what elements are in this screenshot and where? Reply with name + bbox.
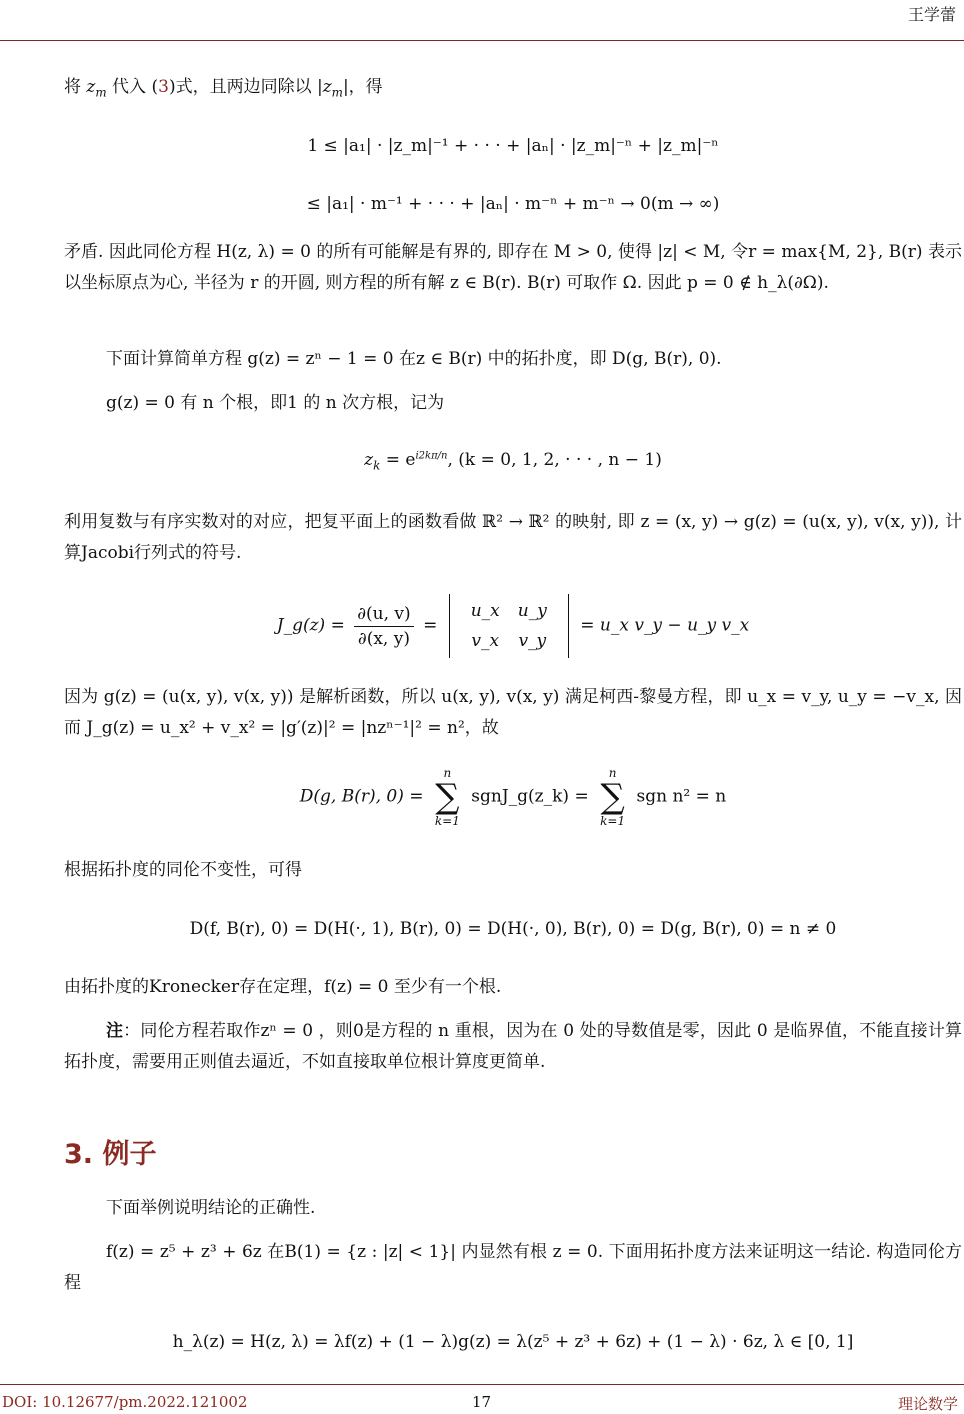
paragraph-cauchy-riemann: 因为 g(z) = (u(x, y), v(x, y)) 是解析函数，所以 u(x, y), v(x, y) 满足柯西-黎曼方程，即 u_x = v_y, u_y = −v_x, 因而 J_g(z) = u_x² + v_x² = |g′(z)|² = |nzⁿ⁻¹|² = n²，故 bbox=[64, 687, 962, 738]
matrix-cell: v_y bbox=[518, 631, 547, 651]
note-text: ：同伦方程若取作zⁿ = 0 ，则0是方程的 n 重根，因为在 0 处的导数值是零，因此 0 是临界值，不能直接计算拓扑度，需要用正则值去逼近，不如直接取单位根计算度更简单. bbox=[64, 1021, 962, 1072]
footer-page-number: 17 bbox=[472, 1393, 492, 1411]
paragraph-substitute bbox=[64, 72, 962, 103]
paragraph-contradiction: 矛盾. 因此同伦方程 H(z, λ) = 0 的所有可能解是有界的, 即存在 M > 0, 使得 |z| < M, 令r = max{M, 2}, B(r) 表示以坐标原点为心, 半径为 r 的开圆, 则方程的所有解 z ∈ B(r). B(r) 可取作 Ω. 因此 p = 0 ∉ h_λ(∂Ω). bbox=[64, 242, 962, 293]
paragraph-homotopy-invariance: 根据拓扑度的同伦不变性，可得 bbox=[64, 860, 302, 880]
math-run: , (k = 0, 1, 2, · · · , n − 1) bbox=[447, 450, 662, 470]
math-sub: m bbox=[95, 85, 107, 100]
math-run: sgn n² = n bbox=[636, 786, 727, 807]
math-sub: m bbox=[331, 85, 343, 100]
text-run: 将 bbox=[64, 77, 87, 97]
sum-upper: n bbox=[608, 766, 617, 780]
equation-degree-sum bbox=[64, 766, 962, 828]
header-author: 王学蕾 bbox=[907, 5, 956, 24]
equation-inequality-1: 1 ≤ |a₁| · |z_m|⁻¹ + · · · + |aₙ| · |z_m|⁻ⁿ + |z_m|⁻ⁿ bbox=[307, 136, 719, 156]
text-run: 代入 ( bbox=[106, 77, 159, 97]
equation-ref-link[interactable]: 3 bbox=[158, 77, 169, 97]
equation-inequality-2: ≤ |a₁| · m⁻¹ + · · · + |aₙ| · m⁻ⁿ + m⁻ⁿ → 0(m → ∞) bbox=[306, 194, 720, 214]
summation-symbol: n ∑ k=1 bbox=[600, 766, 626, 828]
math-run: = bbox=[423, 615, 438, 636]
summation-symbol: n ∑ k=1 bbox=[434, 766, 460, 828]
matrix-cell: u_y bbox=[517, 601, 547, 621]
equation-roots-of-unity bbox=[64, 446, 962, 474]
math-exponent: i2kπ/n bbox=[415, 450, 448, 462]
fraction-numerator: ∂(u, v) bbox=[354, 602, 413, 627]
paragraph-kronecker: 由拓扑度的Kronecker存在定理，f(z) = 0 至少有一个根. bbox=[64, 977, 502, 997]
footer-journal-name: 理论数学 bbox=[897, 1395, 958, 1413]
paragraph-roots: g(z) = 0 有 n 个根，即1 的 n 次方根，记为 bbox=[106, 393, 445, 413]
math-sub: k bbox=[373, 458, 381, 473]
text-run: )式，且两边同除以 | bbox=[168, 77, 323, 97]
paragraph-note bbox=[64, 1016, 962, 1078]
footer-rule bbox=[0, 1384, 964, 1385]
equation-degree-chain: D(f, B(r), 0) = D(H(·, 1), B(r), 0) = D(H(·, 0), B(r), 0) = D(g, B(r), 0) = n ≠ 0 bbox=[189, 919, 837, 939]
sum-lower: k=1 bbox=[434, 814, 460, 828]
math-run: sgnJ_g(z_k) = bbox=[471, 786, 589, 807]
sum-upper: n bbox=[443, 766, 452, 780]
math-run: = e bbox=[380, 450, 416, 470]
jacobian-determinant bbox=[449, 594, 569, 658]
math-var: z bbox=[86, 77, 96, 97]
math-run: = u_x v_y − u_y v_x bbox=[580, 615, 750, 636]
text-run: |，得 bbox=[342, 77, 383, 97]
paragraph-complex-map: 利用复数与有序实数对的对应，把复平面上的函数看做 ℝ² → ℝ² 的映射, 即 z = (x, y) → g(z) = (u(x, y), v(x, y)), 计算Jacobi行列式的符号. bbox=[64, 512, 962, 563]
matrix-cell: u_x bbox=[470, 601, 500, 621]
equation-jacobian bbox=[64, 594, 962, 658]
equation-homotopy: h_λ(z) = H(z, λ) = λf(z) + (1 − λ)g(z) = λ(z⁵ + z³ + 6z) + (1 − λ) · 6z, λ ∈ [0, 1] bbox=[172, 1332, 854, 1352]
sum-lower: k=1 bbox=[600, 814, 626, 828]
math-var: z bbox=[364, 450, 374, 470]
paragraph-simple-equation: 下面计算简单方程 g(z) = zⁿ − 1 = 0 在z ∈ B(r) 中的拓扑度，即 D(g, B(r), 0). bbox=[106, 349, 722, 369]
math-var: z bbox=[322, 77, 332, 97]
header-rule bbox=[0, 40, 964, 41]
math-run: D(g, B(r), 0) = bbox=[299, 786, 424, 807]
paragraph-example: f(z) = z⁵ + z³ + 6z 在B(1) = {z : |z| < 1}| 内显然有根 z = 0. 下面用拓扑度方法来证明这一结论. 构造同伦方程 bbox=[64, 1242, 962, 1293]
fraction-denominator: ∂(x, y) bbox=[357, 628, 410, 649]
jacobian-fraction bbox=[354, 602, 413, 651]
paragraph-example-intro: 下面举例说明结论的正确性. bbox=[106, 1198, 316, 1218]
matrix-cell: v_x bbox=[471, 631, 500, 651]
section-heading-examples: 3. 例子 bbox=[64, 1139, 157, 1170]
math-run: J_g(z) = bbox=[276, 615, 345, 636]
note-label: 注 bbox=[106, 1021, 124, 1041]
footer-doi-link[interactable]: DOI: 10.12677/pm.2022.121002 bbox=[2, 1393, 248, 1411]
